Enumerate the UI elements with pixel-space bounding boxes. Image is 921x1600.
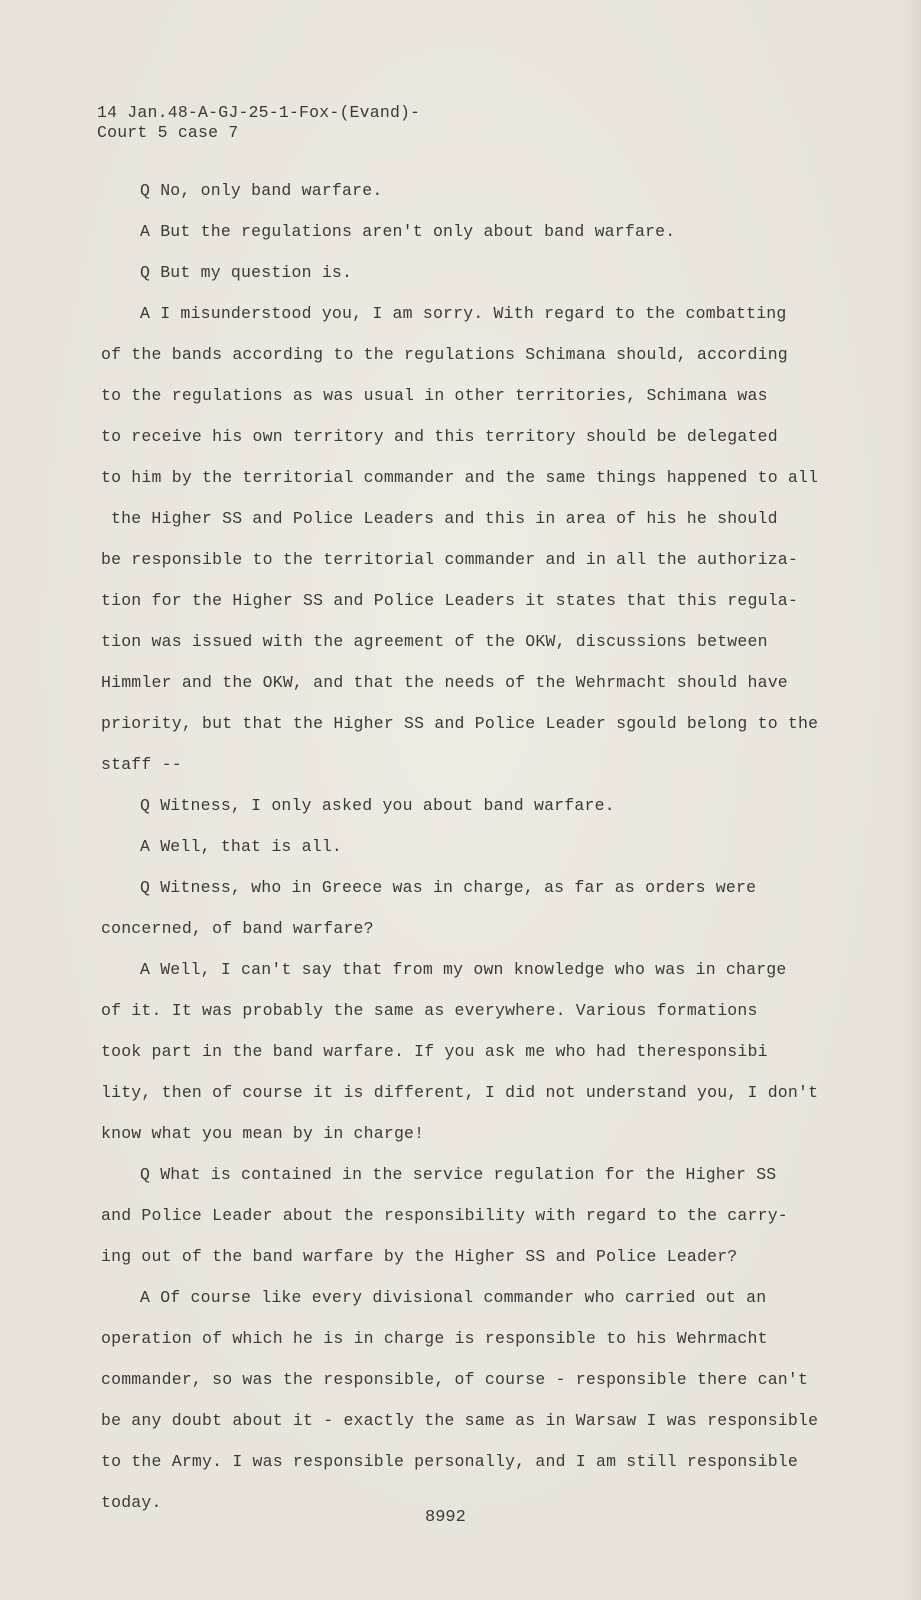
header-reference: 14 Jan.48-A-GJ-25-1-Fox-(Evand)- <box>97 103 421 122</box>
transcript-line: of it. It was probably the same as everywhere. Various formations <box>101 1001 758 1020</box>
transcript-line: tion for the Higher SS and Police Leaders it states that this regula- <box>101 591 799 610</box>
transcript-line: Q What is contained in the service regulation for the Higher SS <box>140 1165 777 1184</box>
transcript-line: to receive his own territory and this territory should be delegated <box>101 427 778 446</box>
transcript-line: A Of course like every divisional commander who carried out an <box>140 1288 767 1307</box>
transcript-line: of the bands according to the regulations Schimana should, according <box>101 345 788 364</box>
transcript-line: operation of which he is in charge is responsible to his Wehrmacht <box>101 1329 768 1348</box>
transcript-line: took part in the band warfare. If you ask me who had theresponsibi <box>101 1042 768 1061</box>
transcript-line: tion was issued with the agreement of the OKW, discussions between <box>101 632 768 651</box>
transcript-line: Q Witness, who in Greece was in charge, as far as orders were <box>140 878 757 897</box>
header-court-case: Court 5 case 7 <box>97 123 239 142</box>
transcript-line: Himmler and the OKW, and that the needs of the Wehrmacht should have <box>101 673 788 692</box>
page-number: 8992 <box>425 1508 466 1527</box>
transcript-line: A Well, that is all. <box>140 837 343 856</box>
transcript-line: today. <box>101 1493 162 1512</box>
transcript-line: be any doubt about it - exactly the same as in Warsaw I was responsible <box>101 1411 819 1430</box>
transcript-line: A Well, I can't say that from my own knowledge who was in charge <box>140 960 787 979</box>
transcript-line: commander, so was the responsible, of course - responsible there can't <box>101 1370 809 1389</box>
transcript-line: Q But my question is. <box>140 263 353 282</box>
transcript-line: Q Witness, I only asked you about band warfare. <box>140 796 615 815</box>
transcript-line: to the Army. I was responsible personally, and I am still responsible <box>101 1452 799 1471</box>
transcript-line: Q No, only band warfare. <box>140 181 383 200</box>
transcript-line: A I misunderstood you, I am sorry. With regard to the combatting <box>140 304 787 323</box>
transcript-line: lity, then of course it is different, I did not understand you, I don't <box>101 1083 819 1102</box>
transcript-line: concerned, of band warfare? <box>101 919 374 938</box>
transcript-line: staff -- <box>101 755 182 774</box>
transcript-line: A But the regulations aren't only about band warfare. <box>140 222 676 241</box>
transcript-line: be responsible to the territorial commander and in all the authoriza- <box>101 550 799 569</box>
transcript-line: to him by the territorial commander and the same things happened to all <box>101 468 819 487</box>
transcript-line: the Higher SS and Police Leaders and this in area of his he should <box>111 509 778 528</box>
page-edge-shadow <box>903 0 921 1600</box>
transcript-line: to the regulations as was usual in other territories, Schimana was <box>101 386 768 405</box>
transcript-line: and Police Leader about the responsibility with regard to the carry- <box>101 1206 788 1225</box>
transcript-line: ing out of the band warfare by the Higher SS and Police Leader? <box>101 1247 738 1266</box>
transcript-line: know what you mean by in charge! <box>101 1124 425 1143</box>
transcript-line: priority, but that the Higher SS and Police Leader sgould belong to the <box>101 714 819 733</box>
